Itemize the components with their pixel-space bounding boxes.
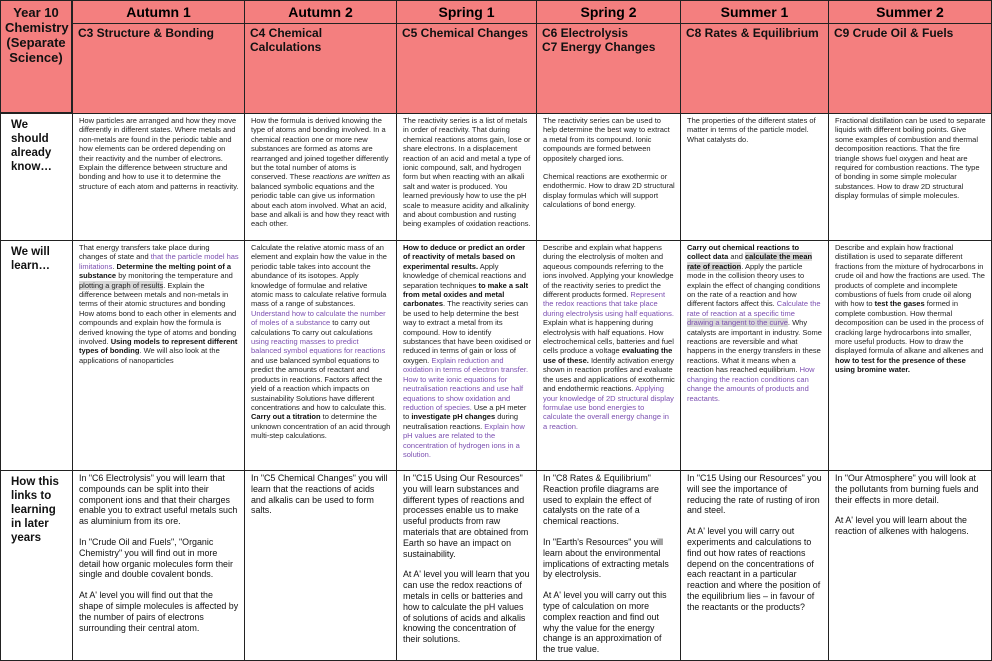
link-paragraph: In "Crude Oil and Fuels", "Organic Chemistry" you will find out in more detail how organic molecules form their single and double covalent bonds. <box>79 536 233 580</box>
link-paragraph: In "C5 Chemical Changes" you will learn that the reactions of acids and alkalis can be used to form salts. <box>251 473 388 516</box>
text-run: . Why catalysts are important in industry. Some reactions are reversible and what happens in the energy transfers in these reactions. What it means when a reaction has reached equilibrium. <box>687 318 822 375</box>
already-know-summer-2 <box>828 113 992 241</box>
text-run: Using models to represent different types of bonding <box>79 337 238 356</box>
links-summer-2 <box>828 470 992 661</box>
cell-paragraph <box>835 243 986 375</box>
text-run: investigate pH changes <box>411 412 496 422</box>
corner-label: Year 10 Chemistry (Separate Science) <box>0 0 72 113</box>
already-know-autumn-2 <box>244 113 397 241</box>
link-paragraph: At A' level you will carry out experiments and calculations to find out how rates of reactions depend on the concentrations of each reactant in a particular reaction and where the position of the equilibrium lies – in favour of the reactants or the products? <box>687 526 821 612</box>
will-learn-summer-1 <box>680 240 829 471</box>
already-know-summer-1 <box>680 113 829 241</box>
text-run: calculate the mean rate of reaction <box>687 252 813 271</box>
row-header-will-learn: We will learn… <box>0 240 73 471</box>
will-learn-summer-2 <box>828 240 992 471</box>
link-paragraph: In "C8 Rates & Equilibrium" Reaction profile diagrams are used to explain the effect of catalysts on the rate of a chemical reactions. <box>543 473 659 527</box>
text-run: Describe and explain what happens during the electrolysis of molten and aqueous compounds referring to the ions involved. Applying your knowledge of the reactivity series to predict the different products formed. <box>543 243 674 300</box>
text-run: Carry out a titration <box>251 412 321 422</box>
links-autumn-2 <box>244 470 397 661</box>
link-paragraph: In "C15 Using our Resources" you will see the importance of reducing the rate of rusting of iron and steel. <box>687 473 822 516</box>
text-run: to make a salt from metal oxides and metal carbonates <box>403 280 529 309</box>
text-run: How changing the reaction conditions can change the amounts of products and reactants. <box>687 365 815 403</box>
link-paragraph: In "Our Atmosphere" you will look at the pollutants from burning fuels and their effects in more detail. <box>835 473 979 505</box>
cell-paragraph <box>79 116 239 191</box>
links-summer-1 <box>680 470 829 661</box>
will-learn-autumn-2 <box>244 240 397 471</box>
text-run: Applying your knowledge of 2D structural display formulae use bond energies to calculate the overall energy change in a reaction. <box>543 384 674 431</box>
links-spring-2 <box>536 470 681 661</box>
text-run: . The reactivity series can be used to help determine the best way to extract a metal from its compound. How to identify substances that have been oxidised or reduced in terms of gain or loss of oxygen. <box>403 299 532 365</box>
text-run: . Explain the difference between metals and non-metals in terms of their atomic structures and bonding How atoms bond to each other in elements and compounds and explain how the formula is derived knowing the type of atoms and bonding involved. <box>79 280 237 347</box>
topic-title: C9 Crude Oil & Fuels <box>834 26 954 40</box>
topic-title: C5 Chemical Changes <box>402 26 529 40</box>
topic-title: C7 Energy Changes <box>542 40 656 54</box>
will-learn-spring-2 <box>536 240 681 471</box>
topic-header-summer-2 <box>828 23 992 114</box>
links-autumn-1 <box>72 470 245 661</box>
text-run: using reacting masses to predict balanced symbol equations for reactions <box>251 337 386 356</box>
text-run: and use balanced symbol equations to predict the amounts of reactant and products in reactions. Factors affect the yield of a reaction which impacts on sustainability Solutions have different concentrations and how to calculate this. <box>251 355 387 412</box>
cell-paragraph <box>403 116 531 229</box>
text-run: Identify activation energy shown in reaction profiles and evaluate the uses and applications of exothermic and endothermic reactions. <box>543 355 675 394</box>
text-run: that the particle model has limitations <box>79 252 239 271</box>
text-run: Use a pH meter to <box>403 402 527 422</box>
text-run: Explain reduction and oxidation in terms of electron transfer. How to write ionic equations for neutralisation reactions and use half equations to show oxidation and reduction of species. <box>403 355 529 412</box>
text-run: Represent the redox reactions that take place during electrolysis using half equations. <box>543 290 674 318</box>
text-run: drawing a tangent to the curve <box>687 318 788 328</box>
text-run: how to test for the presence of these using bromine water. <box>835 355 966 375</box>
text-run: Describe and explain how fractional distillation is used to separate different fractions from the mixture of hydrocarbons in crude oil and how the fractions are used. The products of complete and incomplete combustions of fuels from crude oil along with how to <box>835 243 985 309</box>
cell-paragraph <box>251 116 391 229</box>
topic-header-autumn-2 <box>244 23 397 114</box>
already-know-spring-2 <box>536 113 681 241</box>
will-learn-spring-1 <box>396 240 537 471</box>
text-run: That energy transfers take place during changes of state and <box>79 243 210 262</box>
text-run: . We will also look at the applications of nanoparticles <box>79 346 220 365</box>
text-run: The reactivity series is a list of metals in order of reactivity. That during chemical reactions atoms gain, lose or share electrons. In a displacement reaction of an acid and metal a type of ionic compound, salt, and hydrogen form but when reacting with an alkali salt and water is produced. You learned previously how to use the pH scale to measure acidity and alkalinity and about combustion and rusting being examples of oxidation reactions. <box>403 116 531 229</box>
link-paragraph: In "C15 Using Our Resources" you will learn substances and different types of reactions and processes enable us to make useful products from raw materials that are obtained from Earth so have an impact on sustainability. <box>403 473 529 559</box>
text-run: Understand how to calculate the number of moles of a substance <box>251 308 386 328</box>
cell-paragraph <box>687 116 823 144</box>
text-run: How particles are arranged and how they move differently in different states. Where metals and non-metals are found in the periodic table and how elements can be ordered depending on their reactivity and the number of electrons. Explain the difference between structure and bonding and how to use it to determine the structure of each atom and patterns in reactivity. <box>79 116 239 191</box>
link-paragraph: At A' level you will learn that you can use the redox reactions of metals in cells or batteries and how to calculate the pH values of solutions of acids and alkalis knowing the concentration of their solutions. <box>403 569 530 645</box>
text-run: evaluating the use of these. <box>543 346 673 365</box>
text-run: How to deduce or predict an order of reactivity of metals based on experimental results. <box>403 243 526 271</box>
text-run: formed in complete combustion. How thermal decomposition can be used in the process of cracking large hydrocarbons into smaller, more useful products. How to draw the displayed formula of alkane and alkenes and <box>835 299 984 356</box>
topic-title: C4 Chemical Calculations <box>250 26 323 54</box>
text-run: Explain how pH values are related to the concentration of hydrogen ions in a solution. <box>403 421 525 459</box>
text-run: and <box>728 252 745 262</box>
cell-paragraph <box>835 116 986 201</box>
text-run: How the formula is derived knowing the type of atoms and bonding involved. In a chemical reaction one or more new substances are formed as atoms are rearranged and joined together differently but the total number of atoms is conserved. These <box>251 116 389 182</box>
links-spring-1 <box>396 470 537 661</box>
cell-paragraph <box>79 243 239 365</box>
text-run: The reactivity series can be used to help determine the best way to extract a metal from its compound. Ionic compounds are formed between oppositely charged ions. <box>543 116 670 163</box>
term-header-summer-2: Summer 2 <box>828 0 992 24</box>
link-paragraph: At A' level you will find out that the shape of simple molecules is affected by the number of pairs of electrons surrounding their central atom. <box>79 590 239 633</box>
text-run: Fractional distillation can be used to separate liquids with different boiling points. Give some examples of combustion and thermal decomposition reactions. That the fire triangle shows fuel oxygen and heat are required for combustion reactions. The type of bonding in some simple molecular substances. How to draw 2D structural display formulas of simple molecules. <box>835 116 986 201</box>
term-header-spring-1: Spring 1 <box>396 0 537 24</box>
term-header-summer-1: Summer 1 <box>680 0 829 24</box>
text-run: . <box>112 261 117 271</box>
text-run: test the gases <box>874 299 925 309</box>
text-run: during neutralisation reactions. <box>403 412 519 431</box>
text-run: Carry out chemical reactions to collect data <box>687 243 800 262</box>
link-paragraph: In "C6 Electrolysis" you will learn that compounds can be split into their component ions and that their charges enable you to extract useful metals such as aluminium from its ore. <box>79 473 238 527</box>
text-run: Calculate the relative atomic mass of an element and explain how the value in the periodic table takes into account the abundance of its isotopes. Apply knowledge of formulae and relative atomic mass to calculate relative formula mass of a range of substances. <box>251 243 387 309</box>
text-run: Determine the melting point of a substance <box>79 261 232 281</box>
topic-header-spring-2 <box>536 23 681 114</box>
topic-header-autumn-1 <box>72 23 245 114</box>
topic-title: C6 Electrolysis <box>542 26 629 40</box>
already-know-spring-1 <box>396 113 537 241</box>
text-run: reactions are written as <box>312 172 391 182</box>
link-paragraph: At A' level you will learn about the reaction of alkenes with halogens. <box>835 515 969 537</box>
text-run: . Apply the particle mode in the collision theory uses to explain the effect of changing conditions on the rate of a reaction and how different factors affect this. <box>687 261 821 309</box>
term-header-spring-2: Spring 2 <box>536 0 681 24</box>
cell-paragraph <box>403 243 531 459</box>
topic-header-summer-1 <box>680 23 829 114</box>
will-learn-autumn-1 <box>72 240 245 471</box>
topic-title: C8 Rates & Equilibrium <box>686 26 819 40</box>
text-run: by monitoring the temperature and <box>116 271 233 281</box>
text-run: Explain what is happening during electrolysis with half equations. How electrochemical cells, batteries and fuel cells produce a voltage <box>543 318 674 356</box>
text-run: to carry out calculations To carry out calculations <box>251 318 373 337</box>
cell-paragraph <box>543 243 675 431</box>
cell-paragraph <box>687 243 823 403</box>
text-run: plotting a graph of results <box>79 280 164 290</box>
row-header-already-know: We should already know… <box>0 113 73 241</box>
cell-paragraph <box>251 243 391 441</box>
link-paragraph: At A' level you will carry out this type of calculation on more complex reaction and find out why the value for the energy change is an approximation of the true value. <box>543 590 667 655</box>
text-run: Chemical reactions are exothermic or endothermic. How to draw 2D structural display formulas which will support calculations of bond energy. <box>543 172 675 210</box>
cell-paragraph <box>543 116 675 163</box>
text-run: Apply knowledge of chemical reactions and separation techniques <box>403 261 526 290</box>
text-run: balanced symbolic equations and the periodic table can give us information about each atom involved. What an acid, base and alkali is and how they react with each other. <box>251 181 390 229</box>
text-run: Calculate the rate of reaction at a specific time <box>687 299 821 318</box>
row-header-links: How this links to learning in later years <box>0 470 73 661</box>
topic-header-spring-1 <box>396 23 537 114</box>
text-run: to determine the unknown concentration of an acid through multi-step calculations. <box>251 412 391 441</box>
text-run: The properties of the different states of matter in terms of the particle model. What catalysts do. <box>687 116 816 144</box>
already-know-autumn-1 <box>72 113 245 241</box>
term-header-autumn-2: Autumn 2 <box>244 0 397 24</box>
cell-paragraph <box>543 172 675 210</box>
term-header-autumn-1: Autumn 1 <box>72 0 245 24</box>
link-paragraph: In "Earth's Resources" you will learn about the environmental implications of extracting metals by electrolysis. <box>543 536 669 580</box>
topic-title: C3 Structure & Bonding <box>78 26 215 40</box>
